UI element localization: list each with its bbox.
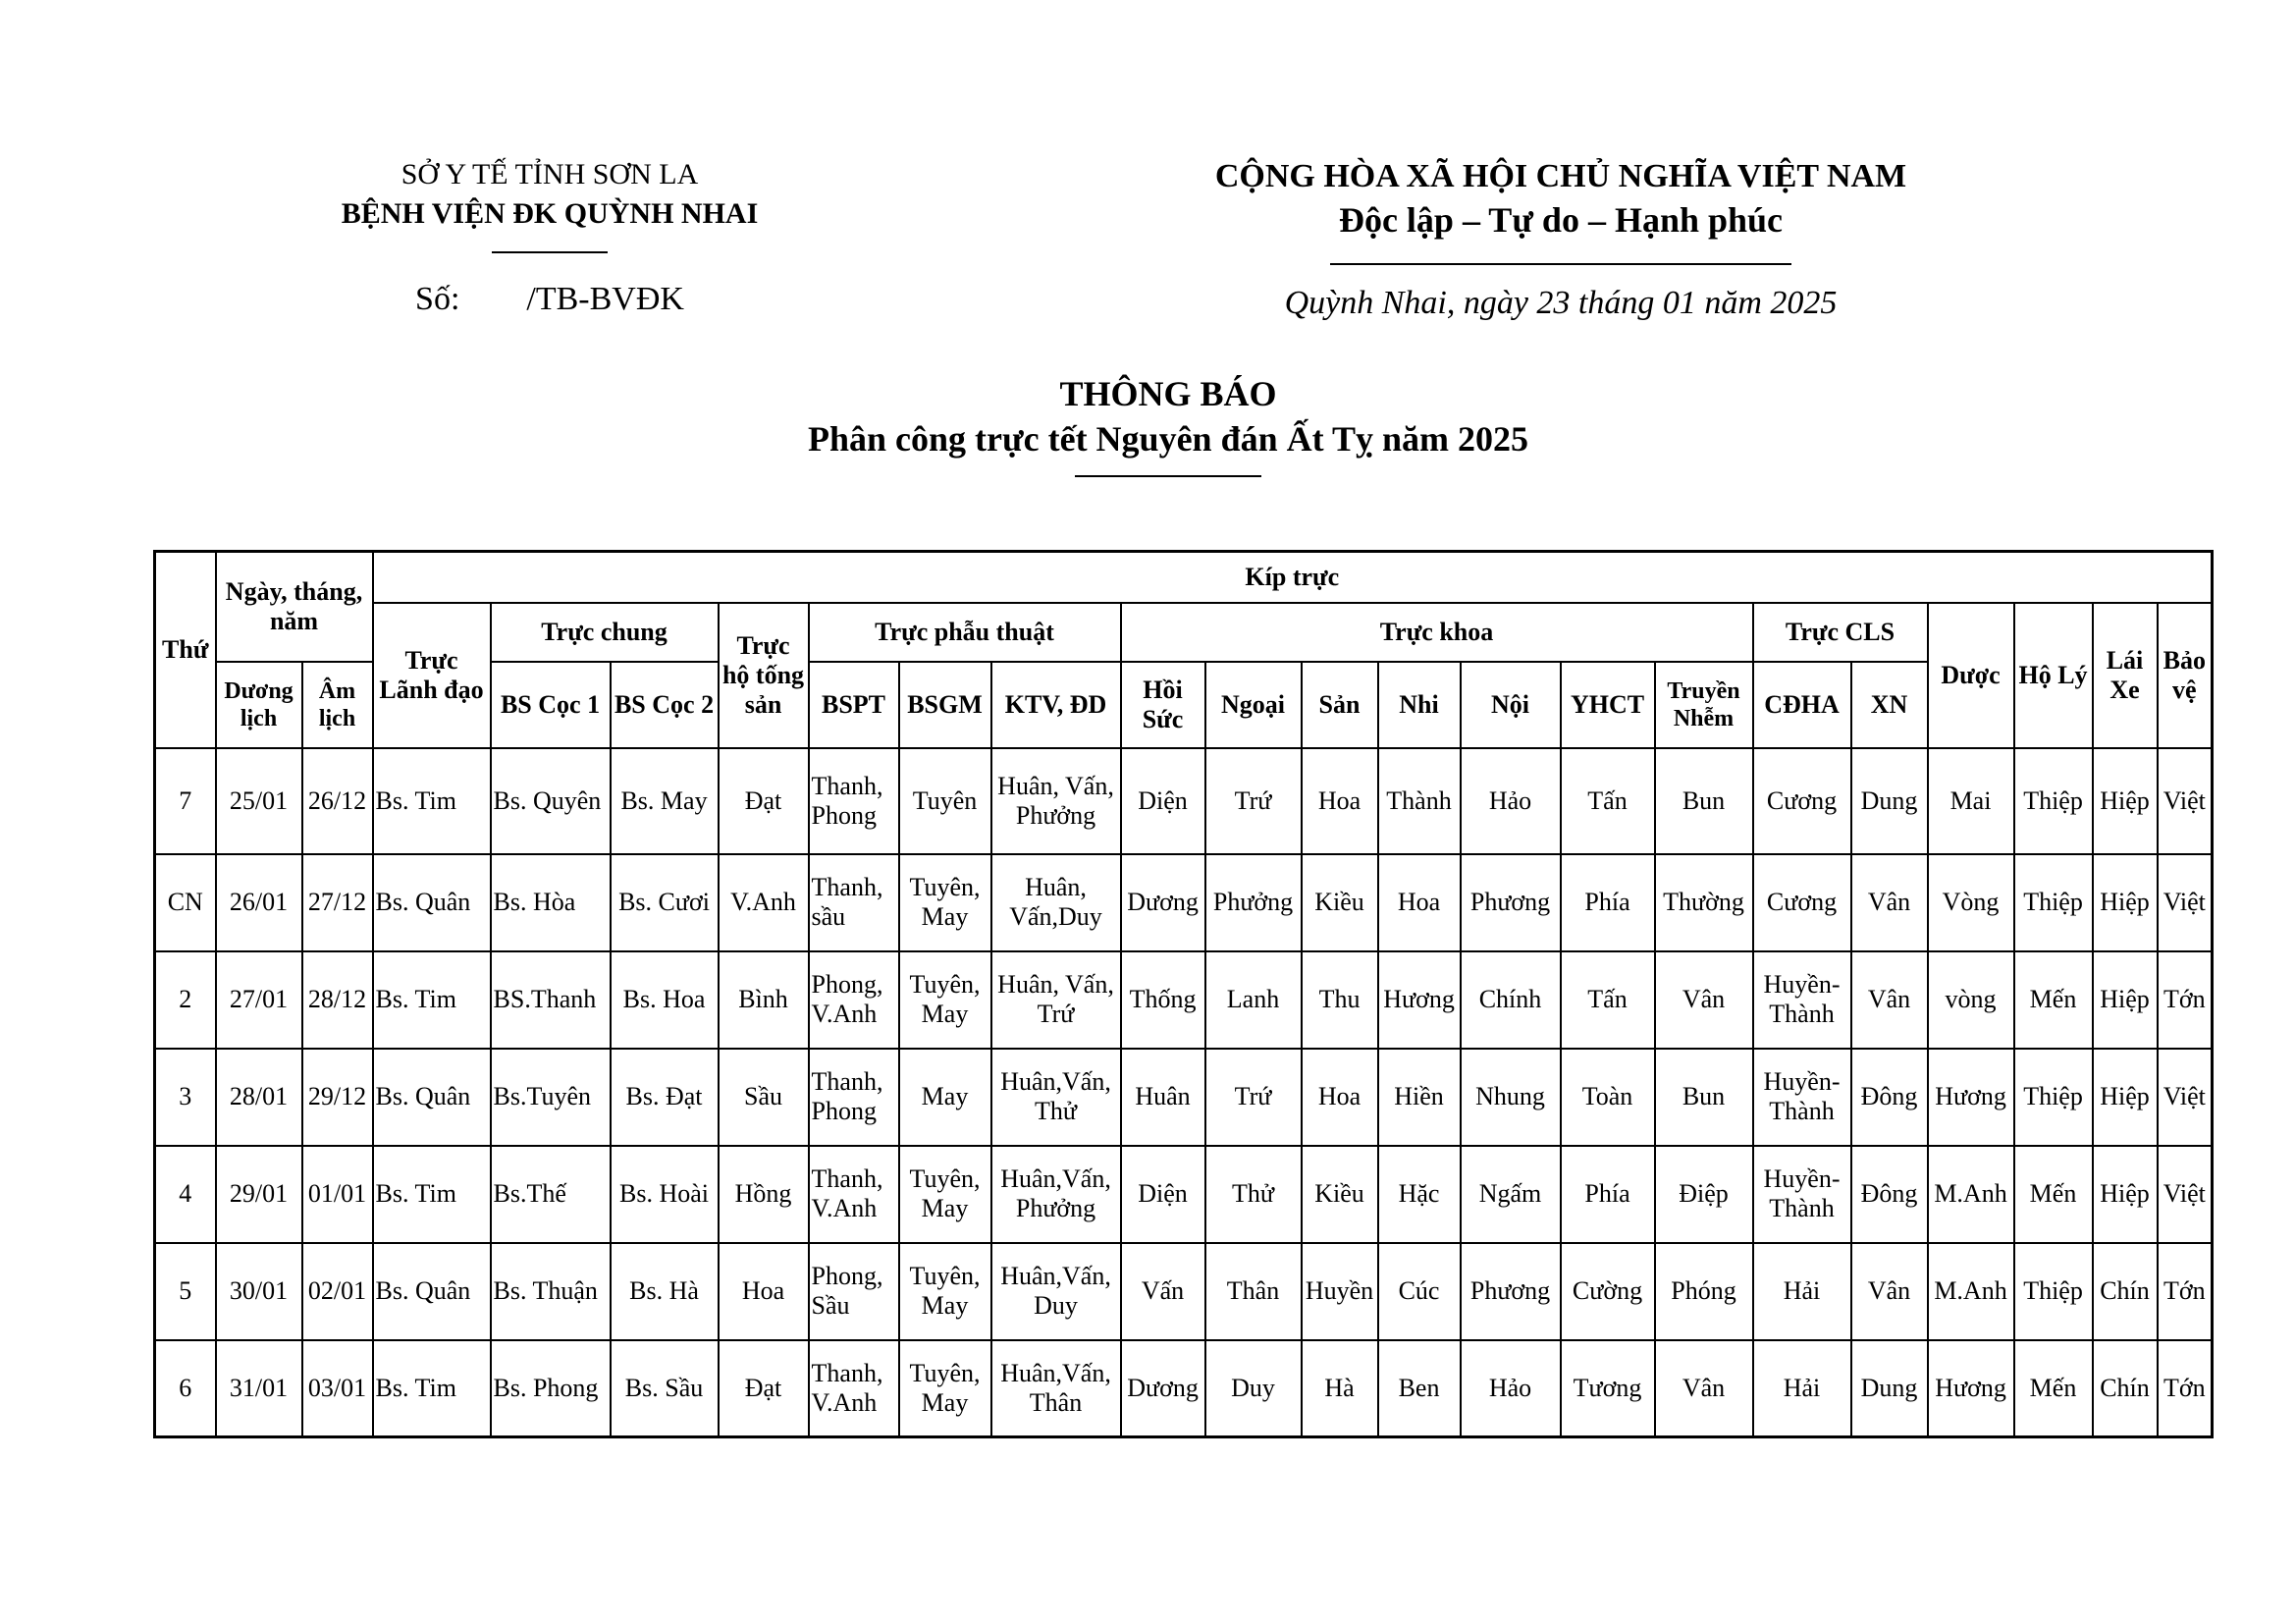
col-truc-phau-thuat: Trực phẫu thuật: [809, 603, 1121, 662]
table-cell: Hiền: [1378, 1049, 1461, 1146]
table-cell: Tuyên, May: [899, 951, 991, 1049]
table-cell: Thanh, V.Anh: [809, 1340, 899, 1437]
table-cell: Huân, Vấn, Phưởng: [991, 748, 1121, 854]
table-cell: May: [899, 1049, 991, 1146]
title-subtitle: Phân công trực tết Nguyên đán Ất Tỵ năm 2025: [808, 419, 1528, 459]
table-cell: Tấn: [1561, 951, 1655, 1049]
table-cell: 7: [155, 748, 216, 854]
table-cell: Thiệp: [2014, 854, 2093, 951]
table-cell: Duy: [1205, 1340, 1302, 1437]
table-cell: Bs. Sầu: [611, 1340, 719, 1437]
col-ktv-dd: KTV, ĐD: [991, 662, 1121, 748]
table-cell: 01/01: [302, 1146, 373, 1243]
table-cell: 30/01: [216, 1243, 302, 1340]
table-cell: Đạt: [719, 1340, 809, 1437]
motto-underline: [1330, 263, 1791, 265]
table-cell: Thiệp: [2014, 748, 2093, 854]
table-cell: Dương: [1121, 1340, 1205, 1437]
table-cell: Tấn: [1561, 748, 1655, 854]
national-motto: Độc lập – Tự do – Hạnh phúc: [1338, 200, 1784, 240]
table-cell: Thử: [1205, 1146, 1302, 1243]
table-cell: Nhung: [1461, 1049, 1561, 1146]
place-date: Quỳnh Nhai, ngày 23 tháng 01 năm 2025: [1284, 285, 1838, 321]
col-truc-cls: Trực CLS: [1753, 603, 1928, 662]
col-thu: Thứ: [155, 552, 216, 748]
col-lai-xe: Lái Xe: [2093, 603, 2158, 748]
department-name: SỞ Y TẾ TỈNH SƠN LA: [400, 158, 699, 190]
table-cell: CN: [155, 854, 216, 951]
col-ngay-thang-nam: Ngày, tháng, năm: [216, 552, 373, 662]
table-cell: Huân,Vấn, Thử: [991, 1049, 1121, 1146]
table-cell: Tuyên, May: [899, 1243, 991, 1340]
table-cell: Hải: [1753, 1243, 1851, 1340]
table-cell: Thanh, V.Anh: [809, 1146, 899, 1243]
table-cell: Bs. Tim: [373, 1340, 491, 1437]
table-cell: Bs. Đạt: [611, 1049, 719, 1146]
table-cell: Kiều: [1302, 854, 1378, 951]
table-cell: Phía: [1561, 1146, 1655, 1243]
table-cell: Thống: [1121, 951, 1205, 1049]
table-cell: Đạt: [719, 748, 809, 854]
table-cell: Bs. Quân: [373, 1243, 491, 1340]
col-bspt: BSPT: [809, 662, 899, 748]
table-row: [155, 1243, 2213, 1340]
table-cell: Hương: [1928, 1340, 2014, 1437]
table-cell: Hồng: [719, 1146, 809, 1243]
table-cell: Bs. Hoài: [611, 1146, 719, 1243]
table-cell: Bs. Tim: [373, 748, 491, 854]
table-cell: M.Anh: [1928, 1243, 2014, 1340]
table-cell: Hương: [1378, 951, 1461, 1049]
table-cell: Thu: [1302, 951, 1378, 1049]
col-yhct: YHCT: [1561, 662, 1655, 748]
table-cell: Huân, Vấn, Trứ: [991, 951, 1121, 1049]
table-cell: Phong, Sầu: [809, 1243, 899, 1340]
table-cell: Dương: [1121, 854, 1205, 951]
table-cell: Thanh, Phong: [809, 1049, 899, 1146]
table-cell: Bình: [719, 951, 809, 1049]
table-cell: Vân: [1851, 854, 1928, 951]
table-cell: Huân,Vấn, Thân: [991, 1340, 1121, 1437]
table-cell: Việt: [2158, 748, 2213, 854]
roster-body: [155, 748, 2213, 1437]
table-cell: Tuyên: [899, 748, 991, 854]
table-cell: Phưởng: [1205, 854, 1302, 951]
col-truc-ho-tong-san: Trực hộ tống sản: [719, 603, 809, 748]
table-cell: Chín: [2093, 1243, 2158, 1340]
table-cell: 31/01: [216, 1340, 302, 1437]
table-cell: Hoa: [1302, 1049, 1378, 1146]
table-cell: Vân: [1655, 951, 1753, 1049]
table-cell: Bs. Tim: [373, 951, 491, 1049]
col-ho-ly: Hộ Lý: [2014, 603, 2093, 748]
table-cell: Hặc: [1378, 1146, 1461, 1243]
table-cell: Vấn: [1121, 1243, 1205, 1340]
col-truyen-nhiem: Truyền Nhễm: [1655, 662, 1753, 748]
table-cell: Vân: [1851, 951, 1928, 1049]
table-cell: vòng: [1928, 951, 2014, 1049]
table-cell: Hiệp: [2093, 854, 2158, 951]
table-cell: Tuyên, May: [899, 1146, 991, 1243]
col-ngoai: Ngoại: [1205, 662, 1302, 748]
table-cell: Việt: [2158, 1049, 2213, 1146]
table-cell: Hiệp: [2093, 748, 2158, 854]
table-cell: Phương: [1461, 854, 1561, 951]
table-cell: Hảo: [1461, 1340, 1561, 1437]
col-hoi-suc: Hồi Sức: [1121, 662, 1205, 748]
table-cell: Đông: [1851, 1049, 1928, 1146]
duty-roster-table: [153, 550, 2214, 1438]
table-cell: Dung: [1851, 748, 1928, 854]
table-cell: Trứ: [1205, 748, 1302, 854]
table-cell: Phong, V.Anh: [809, 951, 899, 1049]
table-cell: Tuyên, May: [899, 1340, 991, 1437]
col-am-lich: Âm lịch: [302, 662, 373, 748]
table-cell: 6: [155, 1340, 216, 1437]
col-cdha: CĐHA: [1753, 662, 1851, 748]
table-cell: Bs. Hà: [611, 1243, 719, 1340]
table-cell: Bs.Tuyên: [491, 1049, 611, 1146]
table-cell: 29/01: [216, 1146, 302, 1243]
table-cell: Ben: [1378, 1340, 1461, 1437]
table-cell: 27/12: [302, 854, 373, 951]
table-cell: 2: [155, 951, 216, 1049]
table-cell: Kiều: [1302, 1146, 1378, 1243]
table-cell: 26/01: [216, 854, 302, 951]
table-cell: Bs. Tim: [373, 1146, 491, 1243]
table-cell: 26/12: [302, 748, 373, 854]
table-cell: Cương: [1753, 748, 1851, 854]
table-cell: Cường: [1561, 1243, 1655, 1340]
issuer-header: [245, 155, 854, 318]
table-cell: Bs. Quyên: [491, 748, 611, 854]
table-cell: Tương: [1561, 1340, 1655, 1437]
table-cell: Việt: [2158, 854, 2213, 951]
table-cell: Phóng: [1655, 1243, 1753, 1340]
col-noi: Nội: [1461, 662, 1561, 748]
table-cell: Bs. Hòa: [491, 854, 611, 951]
table-cell: Thanh, Phong: [809, 748, 899, 854]
table-cell: Hương: [1928, 1049, 2014, 1146]
table-cell: Huyền-Thành: [1753, 1049, 1851, 1146]
col-duong-lich: Dương lịch: [216, 662, 302, 748]
issuer-underline: [492, 251, 608, 253]
table-row: [155, 951, 2213, 1049]
table-cell: Tuyên, May: [899, 854, 991, 951]
table-cell: 29/12: [302, 1049, 373, 1146]
col-truc-chung: Trực chung: [491, 603, 719, 662]
table-cell: Vân: [1851, 1243, 1928, 1340]
table-cell: BS.Thanh: [491, 951, 611, 1049]
table-cell: Huân,Vấn, Duy: [991, 1243, 1121, 1340]
table-cell: 28/01: [216, 1049, 302, 1146]
table-cell: Huân, Vấn,Duy: [991, 854, 1121, 951]
table-cell: Bs. Hoa: [611, 951, 719, 1049]
col-nhi: Nhi: [1378, 662, 1461, 748]
table-cell: Tớn: [2158, 1340, 2213, 1437]
table-cell: Ngấm: [1461, 1146, 1561, 1243]
table-cell: Huyền-Thành: [1753, 951, 1851, 1049]
table-cell: Mến: [2014, 951, 2093, 1049]
table-cell: M.Anh: [1928, 1146, 2014, 1243]
table-cell: Thiệp: [2014, 1243, 2093, 1340]
table-cell: 5: [155, 1243, 216, 1340]
table-cell: Hiệp: [2093, 1146, 2158, 1243]
table-cell: Huân,Vấn, Phưởng: [991, 1146, 1121, 1243]
table-cell: Vân: [1655, 1340, 1753, 1437]
col-bsgm: BSGM: [899, 662, 991, 748]
table-cell: Tớn: [2158, 1243, 2213, 1340]
table-cell: Sầu: [719, 1049, 809, 1146]
table-cell: Thân: [1205, 1243, 1302, 1340]
table-row: [155, 1340, 2213, 1437]
hospital-name: BỆNH VIỆN ĐK QUỲNH NHAI: [341, 197, 759, 230]
title-underline: [1075, 475, 1261, 477]
table-cell: Phương: [1461, 1243, 1561, 1340]
table-cell: 3: [155, 1049, 216, 1146]
table-cell: Diện: [1121, 1146, 1205, 1243]
table-cell: Hoa: [1302, 748, 1378, 854]
table-cell: Bun: [1655, 1049, 1753, 1146]
table-cell: 03/01: [302, 1340, 373, 1437]
col-bao-ve: Bảo vệ: [2158, 603, 2213, 748]
table-cell: Dung: [1851, 1340, 1928, 1437]
col-xn: XN: [1851, 662, 1928, 748]
table-row: [155, 854, 2213, 951]
table-cell: Hoa: [719, 1243, 809, 1340]
table-cell: Hảo: [1461, 748, 1561, 854]
col-bs-coc-1: BS Cọc 1: [491, 662, 611, 748]
table-cell: Thanh, sầu: [809, 854, 899, 951]
table-cell: Điệp: [1655, 1146, 1753, 1243]
table-cell: Mai: [1928, 748, 2014, 854]
table-cell: 4: [155, 1146, 216, 1243]
table-cell: 25/01: [216, 748, 302, 854]
table-cell: Bs.Thế: [491, 1146, 611, 1243]
table-cell: Hiệp: [2093, 951, 2158, 1049]
table-cell: Bs. Cươi: [611, 854, 719, 951]
col-duoc: Dược: [1928, 603, 2014, 748]
table-cell: Cương: [1753, 854, 1851, 951]
table-cell: Tớn: [2158, 951, 2213, 1049]
table-cell: 02/01: [302, 1243, 373, 1340]
national-header: [1090, 155, 2032, 322]
table-row: [155, 1049, 2213, 1146]
table-cell: Hải: [1753, 1340, 1851, 1437]
table-cell: Mến: [2014, 1340, 2093, 1437]
nation-title: CỘNG HÒA XÃ HỘI CHỦ NGHĨA VIỆT NAM: [1214, 158, 1907, 194]
col-bs-coc-2: BS Cọc 2: [611, 662, 719, 748]
col-truc-khoa: Trực khoa: [1121, 603, 1753, 662]
table-cell: Hiệp: [2093, 1049, 2158, 1146]
table-cell: Đông: [1851, 1146, 1928, 1243]
table-cell: Thành: [1378, 748, 1461, 854]
table-cell: Huân: [1121, 1049, 1205, 1146]
title-main: THÔNG BÁO: [1059, 374, 1277, 413]
table-cell: Hà: [1302, 1340, 1378, 1437]
table-cell: Bun: [1655, 748, 1753, 854]
col-truc-lanh-dao: Trực Lãnh đạo: [373, 603, 491, 748]
table-cell: V.Anh: [719, 854, 809, 951]
table-cell: 28/12: [302, 951, 373, 1049]
table-cell: Phía: [1561, 854, 1655, 951]
col-san: Sản: [1302, 662, 1378, 748]
document-number: Số: /TB-BVĐK: [415, 281, 684, 317]
table-cell: 27/01: [216, 951, 302, 1049]
table-cell: Vòng: [1928, 854, 2014, 951]
table-cell: Chính: [1461, 951, 1561, 1049]
table-cell: Bs. Quân: [373, 1049, 491, 1146]
table-cell: Bs. May: [611, 748, 719, 854]
table-cell: Hoa: [1378, 854, 1461, 951]
table-cell: Bs. Phong: [491, 1340, 611, 1437]
document-title: [687, 371, 1649, 477]
table-row: [155, 748, 2213, 854]
table-cell: Diện: [1121, 748, 1205, 854]
table-cell: Huyền: [1302, 1243, 1378, 1340]
table-cell: Chín: [2093, 1340, 2158, 1437]
table-cell: Huyền-Thành: [1753, 1146, 1851, 1243]
table-cell: Mến: [2014, 1146, 2093, 1243]
table-cell: Trứ: [1205, 1049, 1302, 1146]
table-cell: Toàn: [1561, 1049, 1655, 1146]
table-cell: Thường: [1655, 854, 1753, 951]
col-kip-truc: Kíp trực: [373, 552, 2213, 603]
table-cell: Cúc: [1378, 1243, 1461, 1340]
table-cell: Lanh: [1205, 951, 1302, 1049]
table-cell: Việt: [2158, 1146, 2213, 1243]
table-cell: Bs. Quân: [373, 854, 491, 951]
table-cell: Bs. Thuận: [491, 1243, 611, 1340]
table-row: [155, 1146, 2213, 1243]
table-cell: Thiệp: [2014, 1049, 2093, 1146]
